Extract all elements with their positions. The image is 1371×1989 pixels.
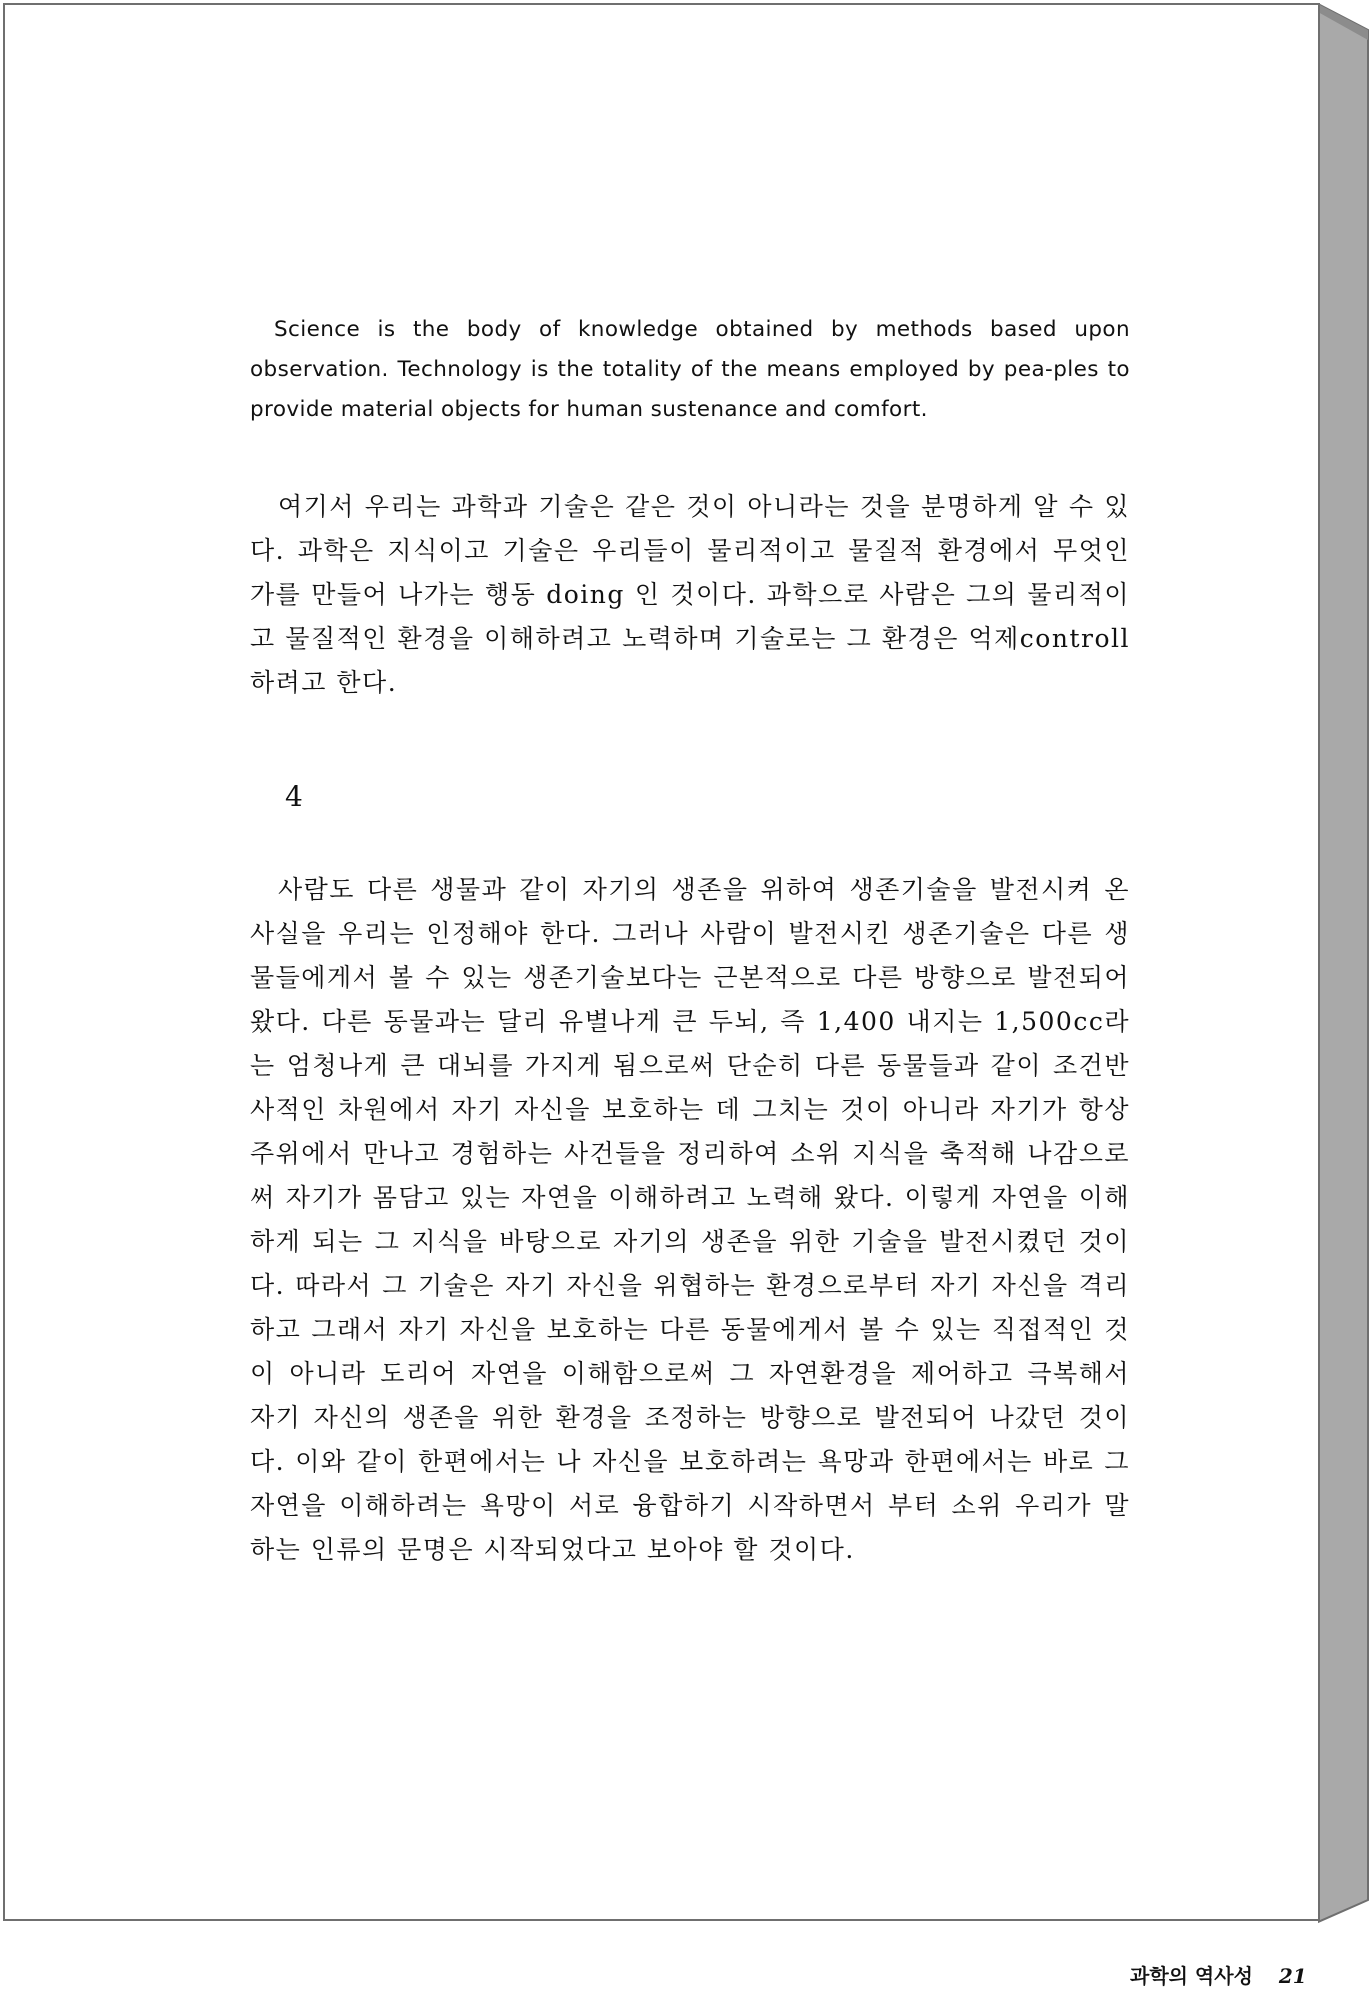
page-stack-edge [1318, 0, 1371, 1926]
paragraph-block-2 [250, 868, 1130, 1572]
book-page [3, 3, 1320, 1988]
section-number: 4 [285, 780, 303, 813]
english-quote: Science is the body of knowledge obtained by methods based upon observation. Technology is the totality of the means employed by pea-ples to provide material objects for human sustenance and comfort. [250, 317, 1130, 422]
paragraph: 사람도 다른 생물과 같이 자기의 생존을 위하여 생존기술을 발전시켜 온 사실을 우리는 인정해야 한다. 그러나 사람이 발전시킨 생존기술은 다른 생물들에게서 볼 수 있는 생존기술보다는 근본적으로 다른 방향으로 발전되어 왔다. 다른 동물과는 달리 유별나게 큰 두뇌, 즉 1,400 내지는 1,500cc라는 엄청나게 큰 대뇌를 가지게 됨으로써 단순히 다른 동물들과 같이 조건반사적인 차원에서 자기 자신을 보호하는 데 그치는 것이 아니라 자기가 항상 주위에서 만나고 경험하는 사건들을 정리하여 소위 지식을 축적해 나감으로써 자기가 몸담고 있는 자연을 이해하려고 노력해 왔다. 이렇게 자연을 이해하게 되는 그 지식을 바탕으로 자기의 생존을 위한 기술을 발전시켰던 것이다. 따라서 그 기술은 자기 자신을 위협하는 환경으로부터 자기 자신을 격리하고 그래서 자기 자신을 보호하는 다른 동물에게서 볼 수 있는 직접적인 것이 아니라 도리어 자연을 이해함으로써 그 자연환경을 제어하고 극복해서 자기 자신의 생존을 위한 환경을 조정하는 방향으로 발전되어 나갔던 것이다. 이와 같이 한편에서는 나 자신을 보호하려는 욕망과 한편에서는 바로 그 자연을 이해하려는 욕망이 서로 융합하기 시작하면서 부터 소위 우리가 말하는 인류의 문명은 시작되었다고 보아야 할 것이다. [250, 875, 1130, 1564]
page-footer [1130, 1960, 1307, 1989]
page-content [250, 310, 1307, 1988]
paragraph: 여기서 우리는 과학과 기술은 같은 것이 아니라는 것을 분명하게 알 수 있다. 과학은 지식이고 기술은 우리들이 물리적이고 물질적 환경에서 무엇인가를 만들어 나가는 행동 doing 인 것이다. 과학으로 사람은 그의 물리적이고 물질적인 환경을 이해하려고 노력하며 기술로는 그 환경은 억제controll하려고 한다. [250, 492, 1130, 697]
page-number: 21 [1278, 1964, 1307, 1988]
running-title: 과학의 역사성 [1130, 1964, 1253, 1988]
paragraph-block-1 [250, 485, 1130, 705]
